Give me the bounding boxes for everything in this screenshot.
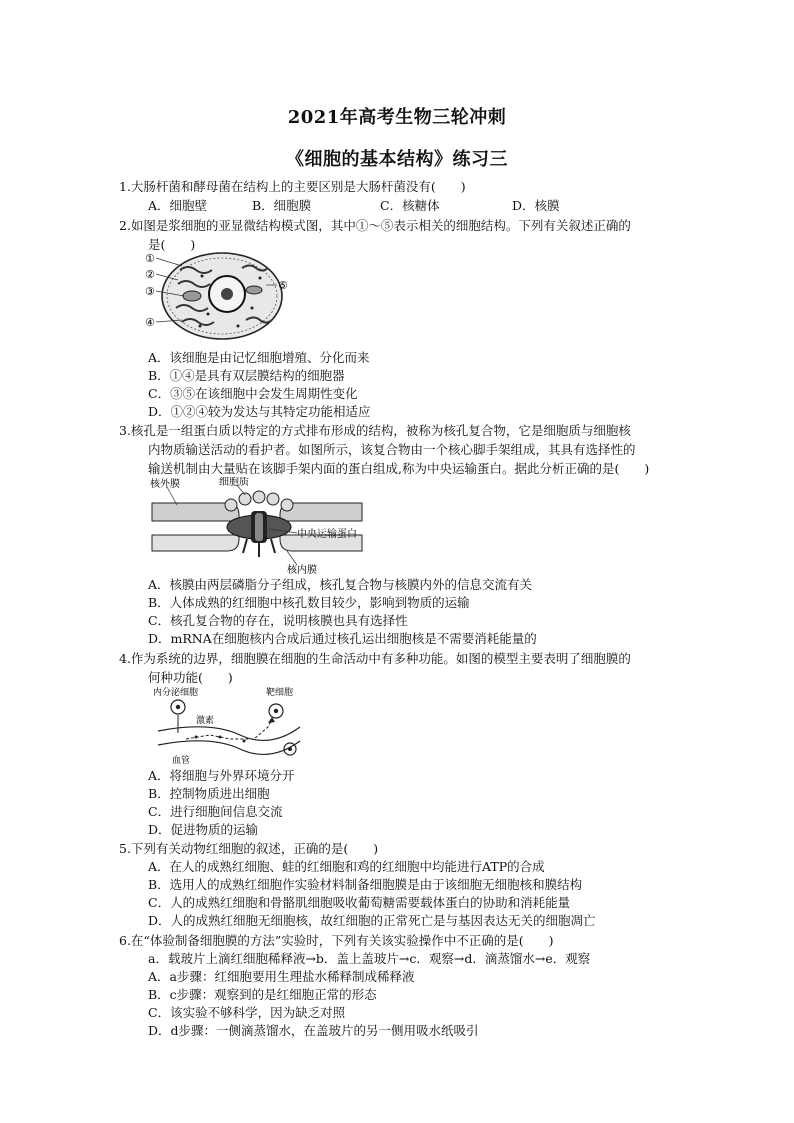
label-1: ① (145, 252, 155, 265)
nucleolus (221, 288, 233, 300)
option-b: B．c步骤：观察到的是红细胞正常的形态 (148, 987, 377, 1002)
label-secretory-cell: 内分泌细胞 (153, 688, 199, 698)
cell-signaling-figure (150, 687, 310, 767)
label-5: ⑤ (278, 279, 288, 292)
question-stem: 2.如图是浆细胞的亚显微结构模式图，其中①～⑤表示相关的细胞结构。下列有关叙述正确的 (119, 218, 631, 233)
question-stem: 5.下列有关动物红细胞的叙述，正确的是( ) (119, 841, 379, 856)
question-stem-continued: 是( ) (148, 237, 196, 252)
label-hormone: 激素 (196, 716, 215, 726)
option-d: D．①②④较为发达与其特定功能相适应 (148, 404, 371, 419)
option-d: D．促进物质的运输 (148, 822, 259, 837)
label-outer-membrane: 核外膜 (150, 479, 180, 490)
page-subtitle: 《细胞的基本结构》练习三 (286, 149, 508, 170)
option-c: C．该实验不够科学，因为缺乏对照 (148, 1005, 346, 1020)
label-target-cell: 靶细胞 (266, 688, 294, 698)
question-stem: 1.大肠杆菌和酵母菌在结构上的主要区别是大肠杆菌没有( ) (119, 179, 466, 194)
question-stem: 3.核孔是一组蛋白质以特定的方式排布形成的结构，被称为核孔复合物，它是细胞质与细胞核 (119, 423, 631, 438)
plasma-cell-figure (142, 250, 292, 345)
question-stem-continued: 输送机制由大量贴在该脚手架内面的蛋白组成,称为中央运输蛋白。据此分析正确的是( ) (148, 461, 650, 476)
option-c: C．进行细胞间信息交流 (148, 804, 283, 819)
option-c: C．③⑤在该细胞中会发生周期性变化 (148, 386, 358, 401)
option-a: A．该细胞是由记忆细胞增殖、分化而来 (148, 350, 370, 365)
option-a: A．a步骤：红细胞要用生理盐水稀释制成稀释液 (148, 969, 415, 984)
question-stem-continued: 何种功能( ) (148, 670, 233, 685)
option-b: B．人体成熟的红细胞中核孔数目较少，影响到物质的运输 (148, 595, 470, 610)
option-d: D．人的成熟红细胞无细胞核，故红细胞的正常死亡是与基因表达无关的细胞凋亡 (148, 913, 596, 928)
nuclear-pore-figure (147, 477, 377, 577)
experiment-steps: a．载玻片上滴红细胞稀释液→b．盖上盖玻片→c．观察→d．滴蒸馏水→e．观察 (148, 951, 591, 966)
label-cytoplasm: 细胞质 (219, 477, 249, 488)
option-d: D．核膜 (512, 198, 560, 213)
question-1 (119, 177, 699, 196)
question-4 (119, 649, 699, 687)
option-c: C．人的成熟红细胞和骨骼肌细胞吸收葡萄糖需要载体蛋白的协助和消耗能量 (148, 895, 571, 910)
option-a: A．细胞壁 (148, 198, 208, 213)
mitochondrion (183, 291, 201, 301)
option-b: B．选用人的成熟红细胞作实验材料制备细胞膜是由于该细胞无细胞核和膜结构 (148, 877, 583, 892)
label-central-transport-protein: 中央运输蛋白 (297, 529, 357, 540)
label-2: ② (145, 268, 155, 281)
question-2 (119, 216, 699, 254)
question-3 (119, 421, 699, 478)
blood-vessel (158, 727, 300, 741)
option-a: A．在人的成熟红细胞、蛙的红细胞和鸡的红细胞中均能进行ATP的合成 (148, 859, 545, 874)
option-a: A．将细胞与外界环境分开 (148, 768, 295, 783)
question-6 (119, 931, 699, 950)
question-5 (119, 839, 699, 858)
label-vessel: 血管 (172, 756, 191, 766)
option-b: B．①④是具有双层膜结构的细胞器 (148, 368, 345, 383)
label-4: ④ (145, 316, 155, 329)
option-d: D．mRNA在细胞核内合成后通过核孔运出细胞核是不需要消耗能量的 (148, 631, 537, 646)
option-b: B．细胞膜 (252, 198, 312, 213)
label-inner-membrane: 核内膜 (287, 565, 317, 576)
option-b: B．控制物质进出细胞 (148, 786, 270, 801)
question-stem-continued: 内物质输送活动的看护者。如图所示，该复合物由一个核心脚手架组成，其具有选择性的 (148, 442, 636, 457)
question-stem: 6.在“体验制备细胞膜的方法”实验时，下列有关该实验操作中不正确的是( ) (119, 933, 554, 948)
option-a: A．核膜由两层磷脂分子组成，核孔复合物与核膜内外的信息交流有关 (148, 577, 533, 592)
option-c: C．核糖体 (380, 198, 440, 213)
question-stem: 4.作为系统的边界，细胞膜在细胞的生命活动中有多种功能。如图的模型主要表明了细胞膜的 (119, 651, 631, 666)
option-c: C．核孔复合物的存在，说明核膜也具有选择性 (148, 613, 408, 628)
option-d: D．d步骤：一侧滴蒸馏水，在盖玻片的另一侧用吸水纸吸引 (148, 1023, 479, 1038)
page-title: 2021年高考生物三轮冲刺 (287, 107, 507, 128)
label-3: ③ (145, 285, 155, 298)
